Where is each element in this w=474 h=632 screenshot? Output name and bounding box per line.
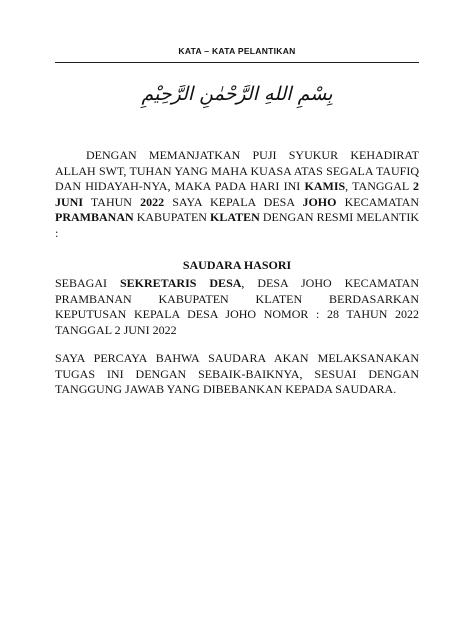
appointment-paragraph bbox=[55, 276, 419, 338]
opening-paragraph bbox=[55, 148, 419, 242]
opening-text-5: KECAMATAN bbox=[336, 194, 419, 209]
opening-text-2: , TANGGAL bbox=[345, 179, 413, 194]
opening-text-1: DENGAN MEMANJATKAN PUJI SYUKUR KEHADIRAT ALLAH SWT, TUHAN YANG MAHA KUASA ATAS SEGALA TAUFIQ DAN HIDAYAH-NYA, MAKA PADA HARI INI bbox=[55, 148, 419, 194]
district-name: PRAMBANAN bbox=[55, 210, 134, 225]
opening-text-3: TAHUN bbox=[83, 194, 141, 209]
appointment-text-2: , DESA JOHO KECAMATAN PRAMBANAN KABUPATEN KLATEN BERDASARKAN KEPUTUSAN KEPALA DESA JOHO NOMOR : 28 TAHUN 2022 TANGGAL 2 JUNI 2022 bbox=[55, 276, 419, 337]
day-name: KAMIS bbox=[304, 179, 346, 194]
opening-text-4: SAYA KEPALA DESA bbox=[164, 194, 303, 209]
regency-name: KLATEN bbox=[210, 210, 260, 225]
village-name: JOHO bbox=[302, 194, 337, 209]
inauguration-date: 2 JUNI bbox=[55, 179, 419, 209]
document-header: KATA – KATA PELANTIKAN bbox=[178, 46, 296, 56]
opening-text-6: KABUPATEN bbox=[133, 210, 211, 225]
inauguration-year: 2022 bbox=[140, 194, 165, 209]
header-divider bbox=[55, 62, 419, 63]
closing-paragraph: SAYA PERCAYA BAHWA SAUDARA AKAN MELAKSANAKAN TUGAS INI DENGAN SEBAIK-BAIKNYA, SESUAI DENGAN TANGGUNG JAWAB YANG DIBEBANKAN KEPADA SAUDARA. bbox=[55, 351, 419, 397]
basmala-calligraphy: بِسْمِ اللهِ الرَّحْمٰنِ الرَّحِيْمِ bbox=[141, 83, 333, 105]
appointed-position: SEKRETARIS DESA bbox=[119, 276, 242, 290]
opening-text-7: DENGAN RESMI MELANTIK : bbox=[55, 210, 419, 240]
appointee-name: SAUDARA HASORI bbox=[182, 258, 292, 272]
appointment-text-1: SEBAGAI bbox=[55, 276, 120, 290]
